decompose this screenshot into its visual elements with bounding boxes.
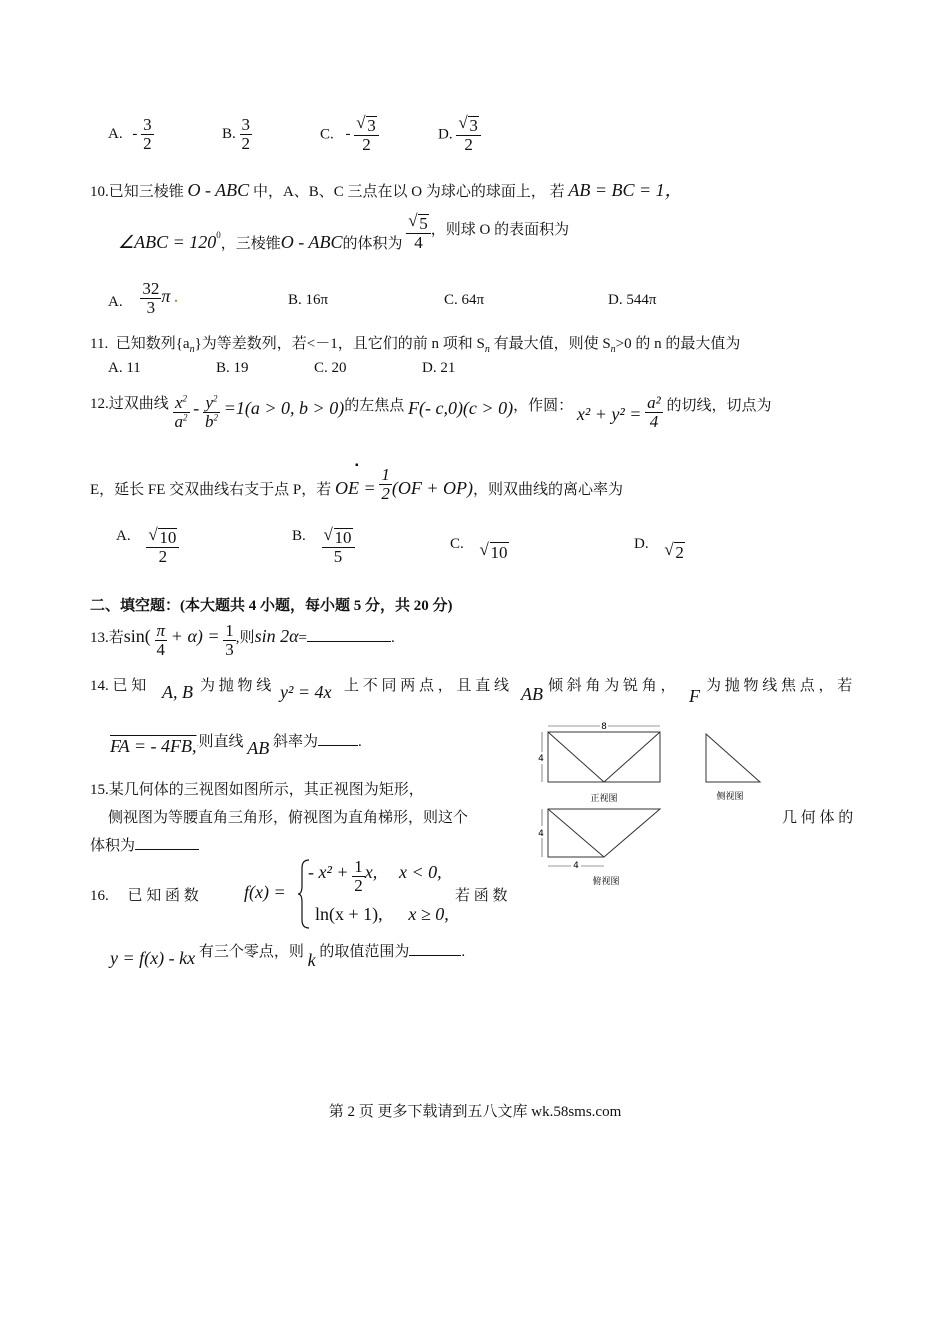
q14-text3: 上 不 同 两 点 ， 且 直 线	[344, 678, 510, 694]
q10-option-c: C. 64π	[444, 292, 485, 308]
q12-x-fraction: $\frac{x^2}{a^2}$	[174, 393, 188, 431]
three-view-figure	[530, 716, 770, 892]
vector-dot: ▪	[355, 460, 359, 471]
q10-volume-fraction: √ $\frac{5}{4}$	[406, 214, 431, 252]
front-width-label: 8	[601, 722, 607, 732]
page-footer: 第 2 页 更多下载请到五八文库 wk.58sms.com	[328, 1104, 622, 1120]
q14-text4: 倾 斜 角 为 锐 角 ，	[548, 678, 676, 694]
q13-pi-fraction: $\frac{\pi}{4}$	[156, 621, 166, 659]
q10-line1: 10.已知三棱锥 O - ABC 中，A、B、C 三点在以 O 为球心的球面上， 若 AB = BC = 1，	[90, 180, 683, 200]
q12-line1: 12.过双曲线 $\frac{x^2}{a^2}$ - $\frac{y^2}{b^2}$ =1(a > 0, b > 0)的左焦点 F(- c,0)(c > 0)，作圆： x² + y² = $\frac{\text{a²}}{4}$ 的切线，切点为	[90, 393, 772, 431]
q12-option-a: A. √ $\frac{10}{2}$	[116, 528, 179, 566]
section-title: 二、填空题：(本大题共 4 小题，每小题 5 分，共 20 分)	[90, 598, 453, 614]
q11-option-b: B. 19	[216, 360, 249, 376]
q15-line3: 体积为	[90, 834, 199, 855]
q15-line2-right: 几 何 体 的	[782, 810, 854, 826]
q12-b-fraction: √ $\frac{10}{5}$	[322, 528, 355, 566]
q9-option-a: A. - $\frac{3}{2}$	[108, 115, 152, 153]
q11-option-a: A. 11	[108, 360, 141, 376]
q16-case2: ln(x + 1), x ≥ 0,	[315, 904, 449, 924]
q14-f: F	[689, 686, 700, 706]
q16-fx: f(x) =	[244, 882, 286, 902]
q12-option-b: B. √ $\frac{10}{5}$	[292, 528, 355, 566]
q9-c-fraction: √ $\frac{3}{2}$	[354, 116, 379, 154]
front-view	[542, 726, 660, 782]
front-view-label: 正视图	[590, 794, 618, 804]
q10-option-d: D. 544π	[608, 292, 657, 308]
side-view	[706, 734, 760, 782]
q14-parabola: y² = 4x	[280, 682, 332, 702]
q14-ab2: AB	[521, 684, 543, 704]
q14-line2: FA = - 4FB,.则直线 AB 斜率为 .	[110, 734, 362, 758]
q9-b-fraction: $\frac{3}{2}$	[241, 115, 251, 153]
q10-a-fraction: $\frac{32}{3}$	[142, 279, 160, 317]
q9-option-b: B. $\frac{3}{2}$	[222, 115, 251, 153]
q14-ab: A, B	[162, 682, 193, 702]
front-height-label: 4	[538, 754, 544, 764]
q16-number: 16. 已 知 函 数	[90, 888, 199, 904]
q13-answer-blank[interactable]	[307, 641, 391, 642]
q11-option-d: D. 21	[422, 360, 456, 376]
q16-answer-blank[interactable]	[409, 955, 461, 956]
q15-answer-blank[interactable]	[135, 849, 199, 850]
q14-answer-blank[interactable]	[318, 745, 358, 746]
q12-line2: E，延长 FE 交双曲线右支于点 P，若 OE = $\frac{1}{2}$ (OF + OP)，则双曲线的离心率为	[90, 465, 624, 503]
q11-option-c: C. 20	[314, 360, 347, 376]
q12-y-fraction: $\frac{y^2}{b^2}$	[205, 393, 219, 431]
q16-case1: - x² + $\frac{1}{2}$ x, x < 0,	[308, 857, 442, 895]
q14-text2: 为 抛 物 线	[200, 678, 272, 694]
q15-line1: 15.某几何体的三视图如图所示，其正视图为矩形，	[90, 782, 424, 798]
q16-line2: y = f(x) - kx 有三个零点，则 k 的取值范围为 .	[110, 944, 466, 970]
q14-text5: 为 抛 物 线 焦 点 ， 若	[706, 678, 853, 694]
q10-option-b: B. 16π	[288, 292, 329, 308]
q13-rhs-fraction: $\frac{1}{3}$	[225, 621, 234, 659]
q15-line2: 侧视图为等腰直角三角形，俯视图为直角梯形，则这个	[108, 810, 469, 826]
top-width-label: 4	[573, 861, 579, 871]
top-view	[542, 809, 660, 866]
q12-a-fraction: √ $\frac{10}{2}$	[146, 528, 179, 566]
q16-text2: 若 函 数	[455, 888, 508, 904]
top-height-label: 4	[538, 829, 544, 839]
q9-option-d: D. √ $\frac{3}{2}$	[438, 116, 481, 154]
q14-line1-a: 14. 已 知	[90, 678, 147, 694]
side-view-label: 侧视图	[716, 792, 744, 802]
q9-d-fraction: √ $\frac{3}{2}$	[456, 116, 481, 154]
q10-line2: ∠ABC = $120^0$，三棱锥O - ABC的体积为 √ $\frac{5}{4}$ ，则球 O 的表面积为	[118, 214, 569, 252]
top-view-label: 俯视图	[592, 877, 620, 887]
q10-option-a: A. $\frac{32}{3}$ π .	[108, 279, 178, 317]
q12-option-d: D. √ 2	[634, 532, 685, 553]
q12-circle-fraction: $\frac{\text{a²}}{4}$	[647, 393, 661, 431]
q11-stem: 11. 已知数列$\{a_n\}$为等差数列，若<－1，且它们的前 n 项和 $S_n$ 有最大值，则使 $S_n>0$ 的 n 的最大值为	[90, 336, 741, 355]
q9-a-fraction: $\frac{3}{2}$	[143, 115, 152, 153]
q16-case1-fraction: $\frac{1}{2}$	[354, 857, 363, 895]
q9-option-c: C. - √ $\frac{3}{2}$	[320, 116, 379, 154]
q13: 13.若sin( $\frac{\pi}{4}$ + α) = $\frac{1}{3}$ ,则sin 2α= .	[90, 621, 395, 659]
q12-option-c: C. √ 10	[450, 532, 509, 553]
q12-half-fraction: $\frac{1}{2}$	[381, 465, 390, 503]
